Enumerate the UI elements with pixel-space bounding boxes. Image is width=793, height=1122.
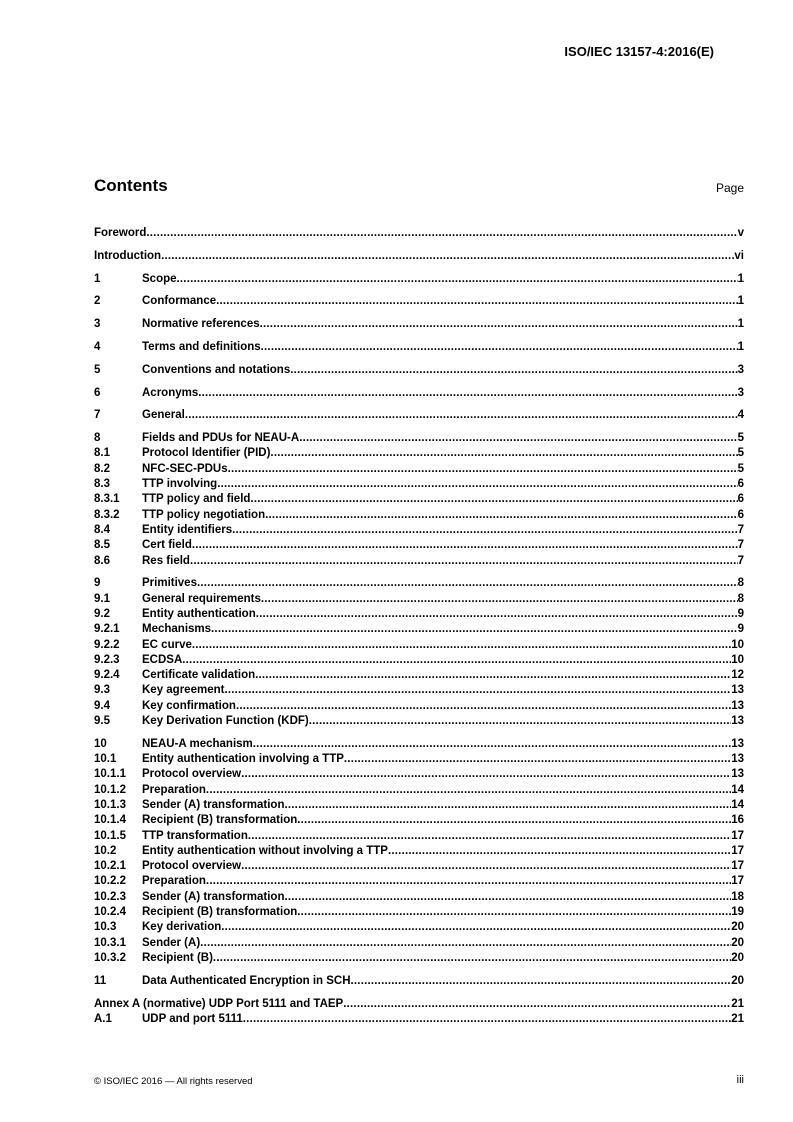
toc-entry[interactable]	[94, 783, 744, 798]
toc-entry-number: 7	[94, 409, 101, 422]
toc-dot-leader	[177, 272, 738, 287]
toc-entry-number: 10.1.3	[94, 799, 126, 811]
toc-entry-page: 13	[731, 753, 744, 766]
toc-entry[interactable]	[94, 340, 744, 355]
toc-entry-number: 10.2.1	[94, 860, 126, 873]
toc-dot-leader	[260, 317, 738, 332]
toc-entry-page: 6	[737, 508, 744, 521]
toc-entry-title: Conformance	[142, 295, 217, 308]
toc-dot-leader	[232, 523, 737, 538]
toc-dot-leader	[192, 538, 738, 553]
toc-entry-page: 7	[737, 523, 744, 536]
toc-entry-page: 10	[731, 638, 744, 651]
toc-entry[interactable]	[94, 492, 744, 507]
toc-entry-title: Certificate validation	[142, 669, 256, 682]
toc-entry-title: UDP and port 5111	[142, 1012, 243, 1025]
toc-entry-number: 10.1.4	[94, 814, 126, 827]
toc-entry-page: 6	[737, 493, 744, 506]
toc-entry-number: 10.1	[94, 753, 117, 766]
toc-entry-page: 20	[731, 951, 744, 964]
toc-entry[interactable]	[94, 714, 744, 729]
toc-entry[interactable]	[94, 554, 744, 569]
toc-dot-leader	[200, 936, 731, 951]
document-id: ISO/IEC 13157-4:2016(E)	[564, 44, 714, 59]
toc-entry[interactable]	[94, 813, 744, 828]
toc-entry-number: 9.1	[94, 592, 110, 605]
toc-entry-page: 17	[731, 875, 744, 888]
toc-entry-page: 17	[731, 844, 744, 857]
toc-dot-leader	[250, 492, 737, 507]
toc-dot-leader	[270, 446, 737, 461]
table-of-contents	[94, 226, 744, 1027]
toc-entry-page: 1	[737, 272, 744, 285]
toc-entry-page: 13	[731, 684, 744, 697]
toc-entry-number: 8.3.2	[94, 508, 120, 521]
toc-dot-leader	[248, 829, 731, 844]
toc-entry[interactable]	[94, 974, 744, 989]
toc-entry-page: 14	[731, 799, 744, 811]
toc-dot-leader	[198, 386, 737, 401]
toc-entry-title: Key Derivation Function (KDF)	[142, 715, 309, 728]
page-column-label: Page	[715, 181, 744, 195]
toc-entry-page: 21	[731, 997, 744, 1010]
toc-entry-number: 10.2.2	[94, 875, 126, 888]
toc-entry[interactable]	[94, 798, 744, 813]
toc-dot-leader	[241, 859, 731, 874]
toc-entry[interactable]	[94, 249, 744, 264]
toc-entry-page: 12	[731, 669, 744, 682]
toc-entry-number: 8.3.1	[94, 493, 120, 506]
toc-entry-page: 8	[737, 577, 744, 590]
toc-entry-number: 9.3	[94, 684, 110, 697]
toc-entry-number: 9	[94, 577, 101, 590]
toc-entry-page: 17	[731, 829, 744, 842]
toc-entry[interactable]	[94, 905, 744, 920]
toc-entry-number: 1	[94, 272, 101, 285]
toc-entry-page: 5	[737, 462, 744, 475]
toc-entry[interactable]	[94, 699, 744, 714]
toc-entry-title: Res field	[142, 554, 190, 567]
toc-entry-page: 3	[737, 386, 744, 399]
toc-entry-title: Introduction	[94, 249, 162, 262]
toc-entry-number: 8.2	[94, 462, 110, 475]
toc-entry-page: 5	[737, 432, 744, 445]
toc-entry-title: EC curve	[142, 638, 192, 651]
toc-entry-title: Preparation	[142, 875, 206, 888]
toc-entry-page: 21	[731, 1012, 744, 1025]
toc-entry-number: 10.1.2	[94, 783, 126, 796]
toc-entry-number: 9.2.3	[94, 653, 120, 666]
toc-entry-number: 6	[94, 386, 101, 399]
toc-entry-title: NEAU-A mechanism	[142, 737, 253, 750]
toc-entry[interactable]	[94, 477, 744, 492]
toc-entry-number: 4	[94, 340, 101, 353]
toc-entry[interactable]	[94, 226, 744, 241]
toc-dot-leader	[190, 554, 738, 569]
toc-entry-page: 1	[737, 295, 744, 308]
toc-dot-leader	[197, 576, 738, 591]
toc-entry[interactable]	[94, 386, 744, 401]
toc-dot-leader	[216, 294, 737, 309]
toc-entry-title: TTP transformation	[142, 829, 248, 842]
toc-entry-page: 1	[737, 340, 744, 353]
toc-entry[interactable]	[94, 462, 744, 477]
toc-entry-number: 10	[94, 737, 107, 750]
toc-entry-title: Terms and definitions	[142, 340, 261, 353]
toc-dot-leader	[241, 767, 731, 782]
toc-entry-page: 19	[731, 906, 744, 919]
toc-dot-leader	[261, 592, 738, 607]
toc-entry-title: Recipient (B) transformation	[142, 906, 298, 919]
toc-entry-number: 9.2.2	[94, 638, 120, 651]
toc-dot-leader	[206, 874, 731, 889]
toc-entry[interactable]	[94, 363, 744, 378]
toc-dot-leader	[243, 1012, 731, 1027]
toc-entry[interactable]	[94, 859, 744, 874]
toc-entry-title: Entity authentication	[142, 607, 256, 620]
toc-entry[interactable]	[94, 767, 744, 782]
toc-entry-title: Foreword	[94, 227, 147, 239]
toc-entry[interactable]	[94, 936, 744, 951]
toc-dot-leader	[255, 668, 731, 683]
toc-entry-title: Protocol Identifier (PID)	[142, 447, 271, 460]
toc-entry-page: 1	[737, 318, 744, 331]
toc-dot-leader	[261, 340, 738, 355]
toc-entry-title: Cert field	[142, 539, 192, 552]
toc-entry[interactable]	[94, 592, 744, 607]
toc-entry-title: General requirements	[142, 592, 261, 605]
toc-entry[interactable]	[94, 523, 744, 538]
toc-entry[interactable]	[94, 829, 744, 844]
toc-entry[interactable]	[94, 668, 744, 683]
toc-entry[interactable]	[94, 538, 744, 553]
toc-entry-title: Protocol overview	[142, 768, 242, 781]
toc-entry-number: A.1	[94, 1012, 112, 1025]
toc-entry-number: 10.3.2	[94, 951, 126, 964]
toc-entry-title: Entity identifiers	[142, 523, 233, 536]
toc-entry-title: Entity authentication without involving a TTP	[142, 844, 388, 857]
toc-entry[interactable]	[94, 653, 744, 668]
toc-entry[interactable]	[94, 431, 744, 446]
toc-entry-title: Mechanisms	[142, 623, 212, 636]
toc-entry[interactable]	[94, 752, 744, 767]
toc-dot-leader	[161, 249, 734, 264]
toc-entry-title: TTP involving	[142, 478, 218, 491]
toc-entry[interactable]	[94, 737, 744, 752]
toc-entry-number: 10.1.1	[94, 768, 126, 781]
toc-dot-leader	[297, 905, 731, 920]
toc-dot-leader	[206, 783, 731, 798]
toc-entry[interactable]	[94, 576, 744, 591]
toc-entry[interactable]	[94, 294, 744, 309]
toc-entry-page: 7	[737, 539, 744, 552]
toc-entry-title: Protocol overview	[142, 860, 242, 873]
toc-entry-title: Sender (A) transformation	[142, 799, 285, 811]
toc-entry-number: 9.2.1	[94, 623, 120, 636]
toc-entry[interactable]	[94, 920, 744, 935]
toc-dot-leader	[228, 462, 738, 477]
toc-entry-title: TTP policy negotiation	[142, 508, 266, 521]
toc-entry-title: Key derivation	[142, 921, 222, 934]
toc-entry[interactable]	[94, 1012, 744, 1027]
toc-entry-title: Recipient (B) transformation	[142, 814, 298, 827]
toc-entry[interactable]	[94, 607, 744, 622]
toc-entry-title: ECDSA	[142, 653, 183, 666]
toc-entry-number: 11	[94, 974, 107, 987]
toc-dot-leader	[224, 683, 731, 698]
toc-dot-leader	[221, 920, 731, 935]
toc-dot-leader	[182, 653, 731, 668]
toc-entry-number: 10.3	[94, 921, 117, 934]
toc-entry[interactable]	[94, 638, 744, 653]
toc-entry[interactable]	[94, 408, 744, 423]
toc-entry-page: 4	[737, 409, 744, 422]
toc-entry-title: Preparation	[142, 783, 206, 796]
toc-entry-title: Annex A (normative) UDP Port 5111 and TAEP	[94, 997, 344, 1010]
toc-entry[interactable]	[94, 272, 744, 287]
toc-entry-number: 2	[94, 295, 101, 308]
toc-entry-number: 8.4	[94, 523, 110, 536]
toc-entry-title: Key agreement	[142, 684, 225, 697]
toc-entry-title: Normative references	[142, 318, 260, 331]
toc-entry-title: Acronyms	[142, 386, 199, 399]
toc-entry-title: Sender (A)	[142, 936, 201, 949]
toc-entry-page: 5	[737, 447, 744, 460]
toc-entry-page: 13	[731, 768, 744, 781]
toc-dot-leader	[236, 699, 731, 714]
toc-dot-leader	[309, 714, 731, 729]
toc-entry-title: Primitives	[142, 577, 197, 590]
toc-entry-number: 3	[94, 318, 101, 331]
toc-entry-number: 8.3	[94, 478, 110, 491]
toc-entry-title: Scope	[142, 272, 177, 285]
toc-entry-page: 9	[737, 607, 744, 620]
toc-entry-number: 9.4	[94, 699, 110, 712]
toc-dot-leader	[285, 890, 732, 905]
toc-dot-leader	[213, 951, 731, 966]
toc-entry[interactable]	[94, 508, 744, 523]
toc-entry-title: TTP policy and field	[142, 493, 251, 506]
toc-dot-leader	[299, 431, 737, 446]
toc-entry-number: 9.5	[94, 715, 110, 728]
toc-entry-number: 8	[94, 432, 101, 445]
toc-entry-page: 9	[737, 623, 744, 636]
toc-entry-number: 8.1	[94, 447, 110, 460]
toc-entry-title: Key confirmation	[142, 699, 236, 712]
toc-dot-leader	[290, 363, 737, 378]
toc-dot-leader	[285, 798, 732, 813]
toc-dot-leader	[256, 607, 738, 622]
toc-entry-number: 9.2	[94, 607, 110, 620]
toc-dot-leader	[211, 622, 738, 637]
toc-entry-number: 10.1.5	[94, 829, 126, 842]
toc-dot-leader	[253, 737, 731, 752]
toc-entry-page: 18	[731, 890, 744, 903]
toc-dot-leader	[388, 844, 731, 859]
toc-dot-leader	[351, 974, 732, 989]
toc-entry-title: NFC-SEC-PDUs	[142, 462, 228, 475]
toc-entry-page: 7	[737, 554, 744, 567]
toc-entry-number: 9.2.4	[94, 669, 120, 682]
toc-entry-page: v	[737, 227, 744, 239]
toc-dot-leader	[192, 638, 731, 653]
toc-entry-page: 17	[731, 860, 744, 873]
toc-entry-number: 8.5	[94, 539, 110, 552]
toc-entry-number: 10.2	[94, 844, 117, 857]
toc-dot-leader	[344, 752, 731, 767]
contents-title: Contents	[94, 176, 168, 195]
toc-entry-number: 5	[94, 363, 101, 376]
toc-entry[interactable]	[94, 683, 744, 698]
toc-entry-title: Data Authenticated Encryption in SCH	[142, 974, 351, 987]
toc-entry-number: 10.2.4	[94, 906, 126, 919]
toc-dot-leader	[265, 508, 737, 523]
footer-page-number: iii	[736, 1074, 744, 1086]
toc-entry-title: Fields and PDUs for NEAU-A	[142, 432, 300, 445]
toc-entry[interactable]	[94, 446, 744, 461]
toc-entry-page: 8	[737, 592, 744, 605]
toc-entry-title: General	[142, 409, 185, 422]
toc-entry-page: 3	[737, 363, 744, 376]
toc-dot-leader	[146, 226, 737, 241]
toc-entry[interactable]	[94, 874, 744, 889]
toc-entry-number: 8.6	[94, 554, 110, 567]
toc-entry[interactable]	[94, 951, 744, 966]
toc-entry[interactable]	[94, 997, 744, 1012]
toc-entry-page: 13	[731, 715, 744, 728]
toc-entry-page: vi	[734, 249, 744, 262]
toc-dot-leader	[185, 408, 738, 423]
toc-dot-leader	[217, 477, 737, 492]
toc-entry-number: 10.3.1	[94, 936, 126, 949]
toc-entry-title: Sender (A) transformation	[142, 890, 285, 903]
toc-entry-page: 20	[731, 974, 744, 987]
toc-entry-title: Conventions and notations	[142, 363, 291, 376]
toc-dot-leader	[343, 997, 731, 1012]
toc-entry-title: Recipient (B)	[142, 951, 213, 964]
toc-entry[interactable]	[94, 844, 744, 859]
toc-dot-leader	[297, 813, 731, 828]
toc-entry-page: 10	[731, 653, 744, 666]
toc-entry-page: 20	[731, 936, 744, 949]
toc-entry-page: 16	[731, 814, 744, 827]
toc-entry-page: 14	[731, 783, 744, 796]
toc-entry[interactable]	[94, 890, 744, 905]
toc-entry[interactable]	[94, 622, 744, 637]
toc-entry-page: 13	[731, 699, 744, 712]
toc-entry-page: 6	[737, 478, 744, 491]
toc-entry-page: 20	[731, 921, 744, 934]
toc-entry-number: 10.2.3	[94, 890, 126, 903]
toc-entry[interactable]	[94, 317, 744, 332]
footer-copyright: © ISO/IEC 2016 — All rights reserved	[94, 1076, 253, 1087]
toc-entry-title: Entity authentication involving a TTP	[142, 753, 344, 766]
toc-entry-page: 13	[731, 737, 744, 750]
